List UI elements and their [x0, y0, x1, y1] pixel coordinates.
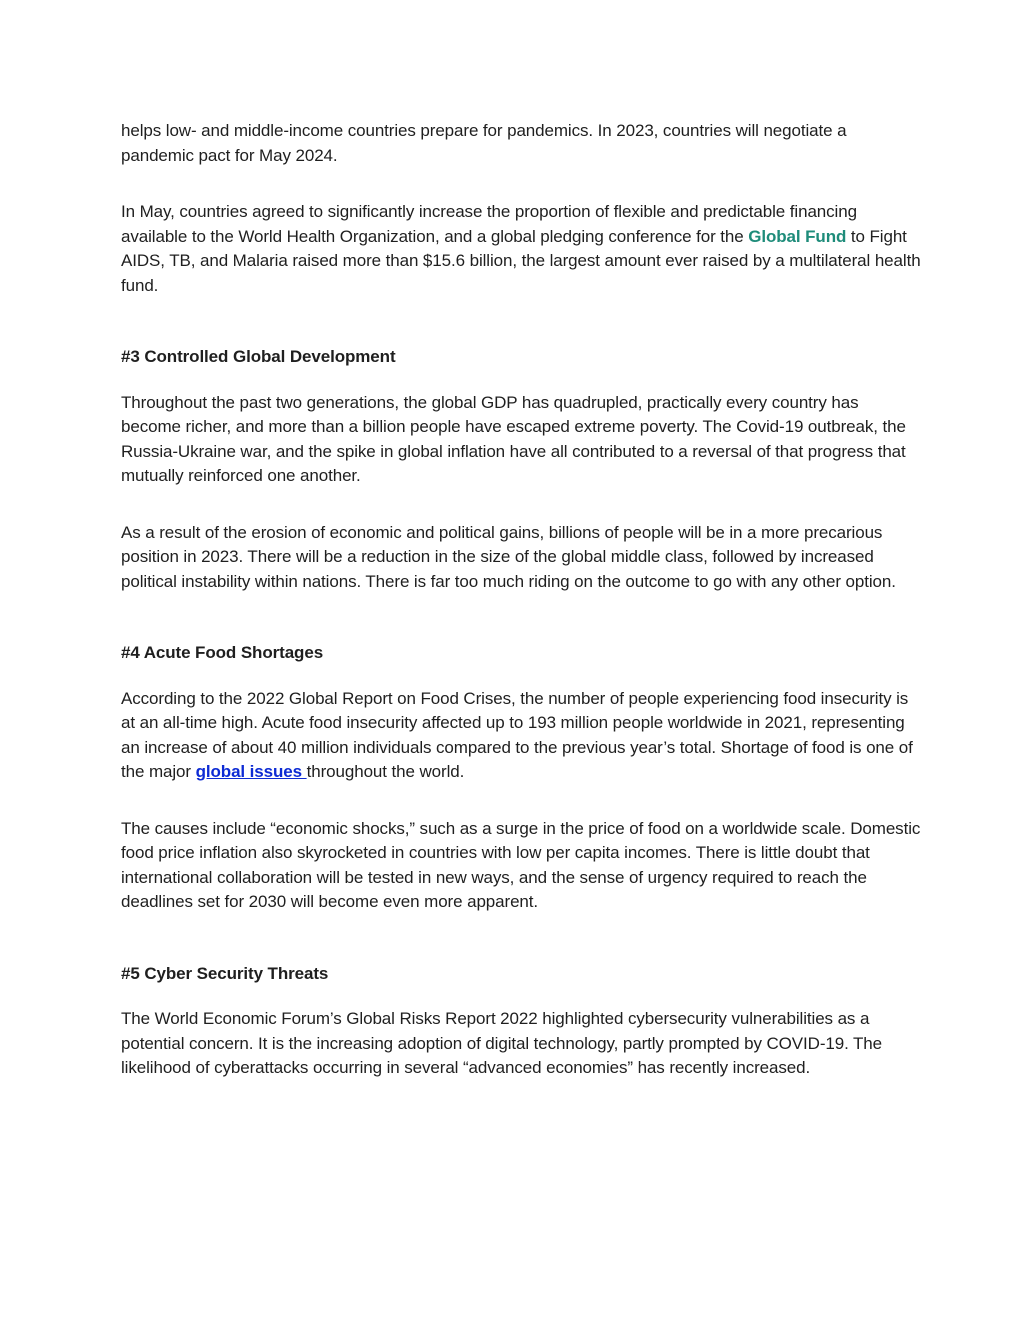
paragraph-global-risks-report: The World Economic Forum’s Global Risks Report 2022 highlighted cybersecurity vulnerabilities as a potential concern. It is the increasing adoption of digital technology, partly prompted by COVID-19. The likelihood of cyberattacks occurring in several “advanced economies” has recently increased. [121, 1009, 883, 1077]
paragraph-who-financing-text-end: to Fight AIDS, TB, and Malaria raised more than $15.6 billion, the largest amount ever raised by a multilateral health fund. [121, 226, 921, 295]
global-fund-link[interactable]: Global Fund [748, 226, 847, 246]
paragraph-economic-erosion: As a result of the erosion of economic and political gains, billions of people will be in a more precarious position in 2023. There will be a reduction in the size of the global middle class, followed by increased political instability within nations. There is far too much riding on the outcome to go with any other option. [121, 522, 896, 591]
paragraph-who-financing [121, 200, 921, 298]
paragraph-economic-shocks: The causes include “economic shocks,” such as a surge in the price of food on a worldwide scale. Domestic food price inflation also skyrocketed in countries with low per capita incomes. There is little doubt that international collaboration will be tested in new ways, and the sense of urgency required to reach the deadlines set for 2030 will become even more apparent. [121, 818, 921, 911]
section-heading-food-shortages: #4 Acute Food Shortages [121, 643, 324, 662]
paragraph-food-crises-text: According to the 2022 Global Report on Food Crises, the number of people experiencing food insecurity is at an all-time high. Acute food insecurity affected up to 193 million people worldwide in 2021, representing an increase of about 40 million individuals compared to the previous year’s total. Shortage of food is one of the major [121, 688, 913, 781]
paragraph-who-financing-text: In May, countries agreed to significantly increase the proportion of flexible and predictable financing available to the World Health Organization, and a global pledging conference for the [121, 202, 857, 246]
section-heading-cyber-security: #5 Cyber Security Threats [121, 963, 329, 983]
global-issues-link[interactable]: global issues [195, 762, 307, 781]
paragraph-global-gdp: Throughout the past two generations, the global GDP has quadrupled, practically every country has become richer, and more than a billion people have escaped extreme poverty. The Covid-19 outbreak, the Russia-Ukraine war, and the spike in global inflation have all contributed to a reversal of that progress that mutually reinforced one another. [121, 392, 906, 485]
paragraph-pandemic-pact: helps low- and middle-income countries prepare for pandemics. In 2023, countries will negotiate a pandemic pact for May 2024. [121, 121, 847, 165]
document-page [121, 119, 921, 1081]
paragraph-food-crises [121, 687, 921, 785]
section-heading-global-development: #3 Controlled Global Development [121, 347, 396, 366]
paragraph-food-crises-text-end: throughout the world. [306, 762, 465, 781]
